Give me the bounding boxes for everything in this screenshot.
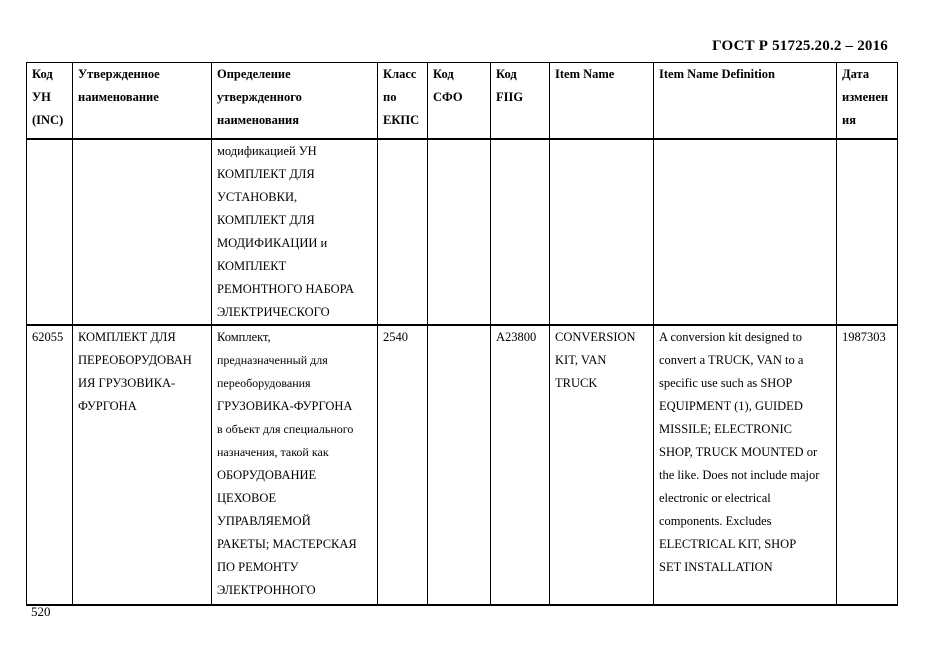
- header-approved-name: Утвержденное наименование: [73, 63, 212, 140]
- cell-fsc-class: 2540: [378, 325, 428, 605]
- cell-sfo-code: [428, 325, 491, 605]
- header-item-name: Item Name: [550, 63, 654, 140]
- header-change-date: Дата изменен ия: [837, 63, 898, 140]
- cell-change-date: 1987303: [837, 325, 898, 605]
- header-row: [27, 63, 898, 140]
- table-row: [27, 139, 898, 325]
- page-number: 520: [31, 604, 51, 619]
- cell-approved-name: КОМПЛЕКТ ДЛЯ ПЕРЕОБОРУДОВАН ИЯ ГРУЗОВИКА- ФУРГОНА: [73, 325, 212, 605]
- cell-fsc-class: [378, 139, 428, 325]
- cell-item-name: [550, 139, 654, 325]
- cell-approved-name: [73, 139, 212, 325]
- cell-inc: 62055: [27, 325, 73, 605]
- header-sfo-code: Код СФО: [428, 63, 491, 140]
- cell-definition: Комплект, предназначенный для переоборудования ГРУЗОВИКА-ФУРГОНА в объект для специального назначения, такой как ОБОРУДОВАНИЕ ЦЕХОВОЕ УПРАВЛЯЕМОЙ РАКЕТЫ; МАСТЕРСКАЯ ПО РЕМОНТУ ЭЛЕКТРОННОГО: [212, 325, 378, 605]
- cell-fiig-code: [491, 139, 550, 325]
- header-fsc-class: Класс по ЕКПС: [378, 63, 428, 140]
- cell-change-date: [837, 139, 898, 325]
- cell-item-name: CONVERSION KIT, VAN TRUCK: [550, 325, 654, 605]
- cell-item-name-definition: A conversion kit designed to convert a TRUCK, VAN to a specific use such as SHOP EQUIPMENT (1), GUIDED MISSILE; ELECTRONIC SHOP, TRUCK MOUNTED or the like. Does not include major electronic or electrical components. Excludes ELECTRICAL KIT, SHOP SET INSTALLATION: [654, 325, 837, 605]
- cell-inc: [27, 139, 73, 325]
- header-item-name-definition: Item Name Definition: [654, 63, 837, 140]
- header-fiig-code: Код FIIG: [491, 63, 550, 140]
- cell-fiig-code: A23800: [491, 325, 550, 605]
- catalog-table: [26, 62, 898, 606]
- cell-definition: модификацией УН КОМПЛЕКТ ДЛЯ УСТАНОВКИ, КОМПЛЕКТ ДЛЯ МОДИФИКАЦИИ и КОМПЛЕКТ РЕМОНТНОГО НАБОРА ЭЛЕКТРИЧЕСКОГО: [212, 139, 378, 325]
- cell-sfo-code: [428, 139, 491, 325]
- table-row: [27, 325, 898, 605]
- header-definition: Определение утвержденного наименования: [212, 63, 378, 140]
- standard-code: ГОСТ Р 51725.20.2 – 2016: [712, 38, 888, 54]
- cell-item-name-definition: [654, 139, 837, 325]
- header-inc: Код УН (INC): [27, 63, 73, 140]
